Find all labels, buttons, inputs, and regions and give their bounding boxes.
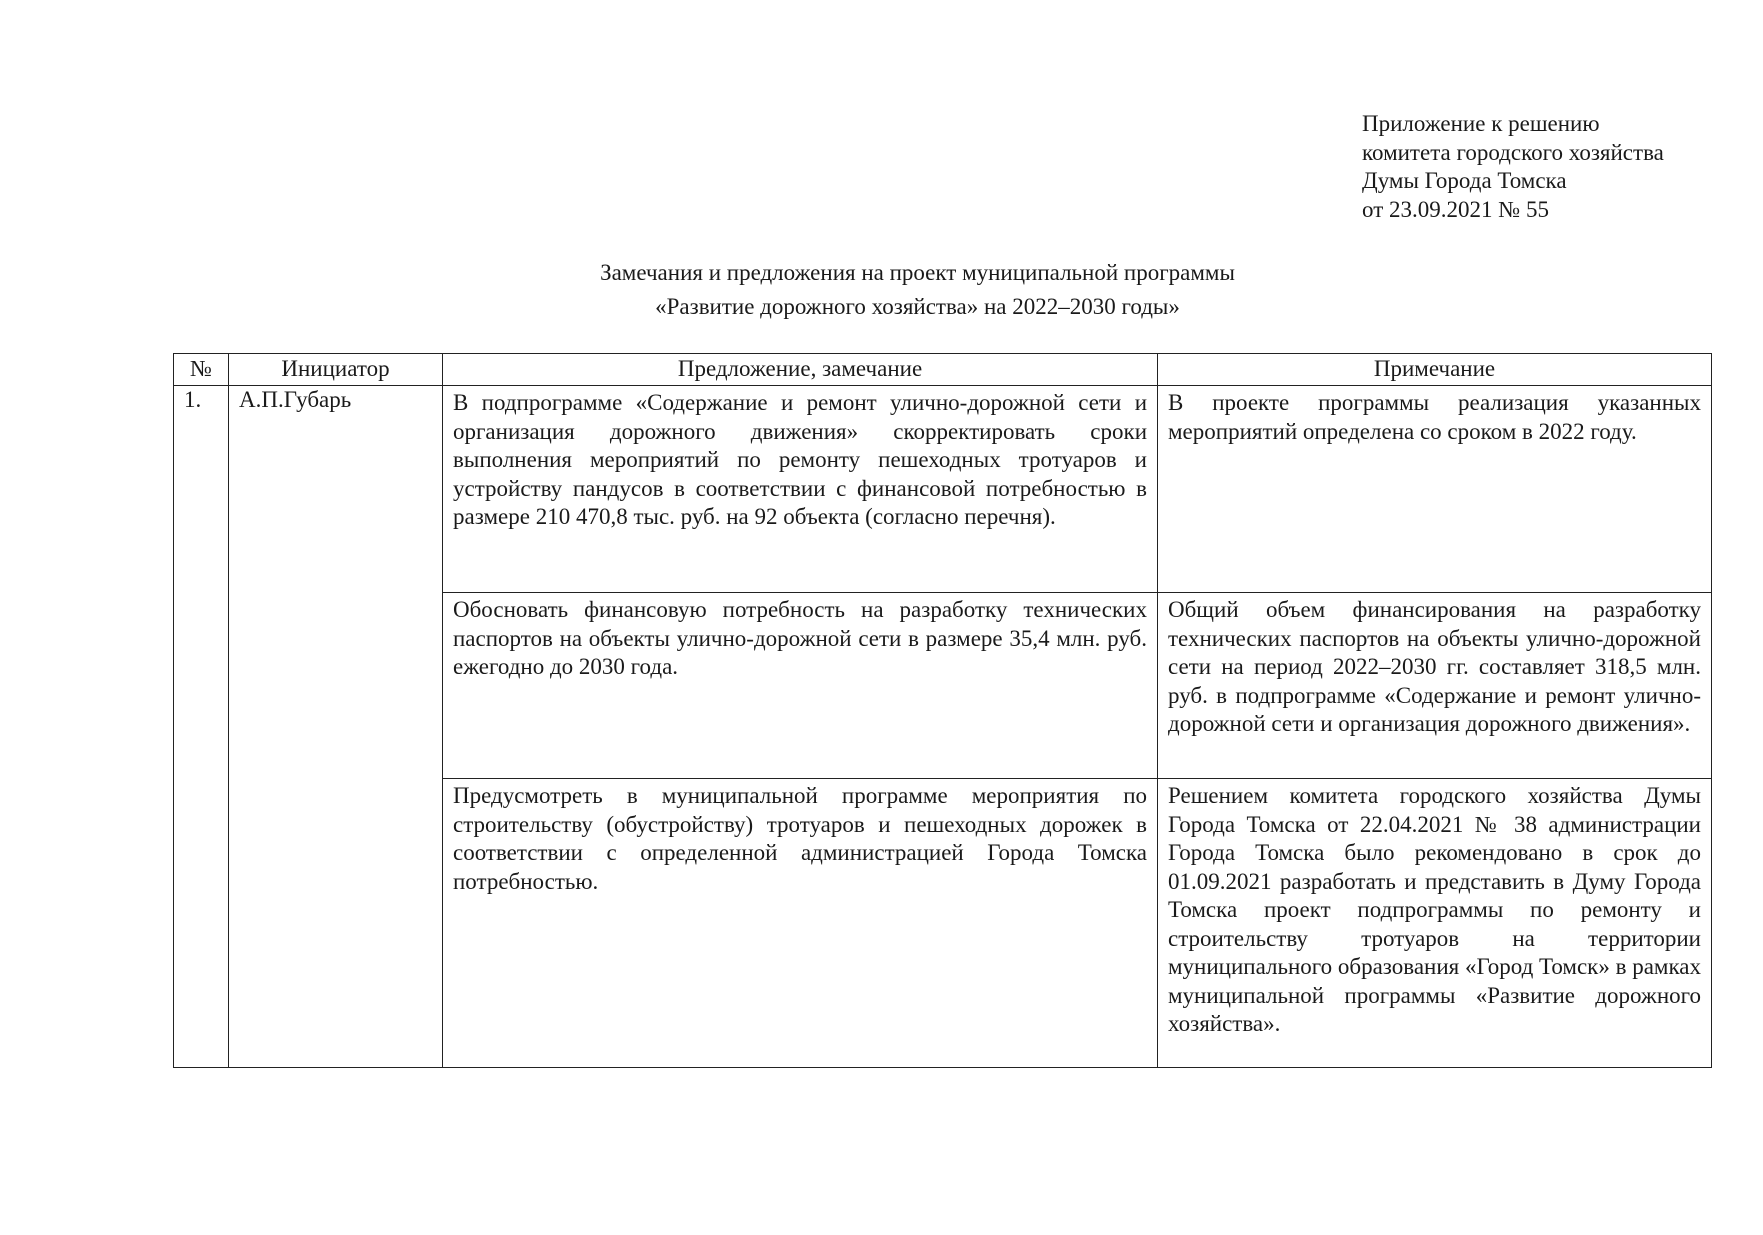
proposal-text: Предусмотреть в муниципальной программе мероприятия по строительству (обустройству) тротуаров и пешеходных дорожек в соответствии с определенной администрацией Города Томска потребностью.: [453, 783, 1147, 894]
header-initiator: Инициатор: [229, 354, 443, 386]
proposals-table: [173, 353, 1712, 1068]
appendix-block: [1362, 110, 1664, 224]
proposal-cell: [443, 386, 1158, 593]
initiator-name: А.П.Губарь: [229, 386, 443, 1068]
table-header-row: [174, 354, 1712, 386]
header-proposal: Предложение, замечание: [443, 354, 1158, 386]
row-number: 1.: [174, 386, 229, 1068]
note-cell: [1158, 779, 1712, 1068]
proposal-cell: [443, 593, 1158, 779]
document-title: [0, 256, 1763, 324]
appendix-line: комитета городского хозяйства: [1362, 139, 1664, 165]
title-line-2: «Развитие дорожного хозяйства» на 2022–2030 годы»: [655, 294, 1180, 319]
proposal-text: В подпрограмме «Содержание и ремонт улично-дорожной сети и организация дорожного движения» скорректировать сроки выполнения мероприятий по ремонту пешеходных тротуаров и устройству пандусов в соответствии с финансовой потребностью в размере 210 470,8 тыс. руб. на 92 объекта (согласно перечня).: [453, 390, 1147, 529]
table-row: [174, 386, 1712, 593]
note-text: В проекте программы реализация указанных мероприятий определена со сроком в 2022 году.: [1168, 390, 1701, 444]
note-cell: [1158, 386, 1712, 593]
appendix-line: от 23.09.2021 № 55: [1362, 196, 1549, 222]
header-number: №: [174, 354, 229, 386]
note-cell: [1158, 593, 1712, 779]
note-text: Общий объем финансирования на разработку технических паспортов на объекты улично-дорожной сети на период 2022–2030 гг. составляет 318,5 млн. руб. в подпрограмме «Содержание и ремонт улично-дорожной сети и организация дорожного движения».: [1168, 597, 1701, 736]
proposal-cell: [443, 779, 1158, 1068]
appendix-line: Думы Города Томска: [1362, 168, 1567, 193]
note-text: Решением комитета городского хозяйства Думы Города Томска от 22.04.2021 № 38 администрации Города Томска было рекомендовано в срок до 01.09.2021 разработать и представить в Думу Города Томска проект подпрограммы по ремонту и строительству тротуаров на территории муниципального образования «Город Томск» в рамках муниципальной программы «Развитие дорожного хозяйства».: [1168, 783, 1702, 1036]
appendix-line: Приложение к решению: [1362, 111, 1600, 136]
header-note: Примечание: [1158, 354, 1712, 386]
title-line-1: Замечания и предложения на проект муниципальной программы: [600, 260, 1235, 285]
proposal-text: Обосновать финансовую потребность на разработку технических паспортов на объекты улично-дорожной сети в размере 35,4 млн. руб. ежегодно до 2030 года.: [453, 597, 1147, 679]
